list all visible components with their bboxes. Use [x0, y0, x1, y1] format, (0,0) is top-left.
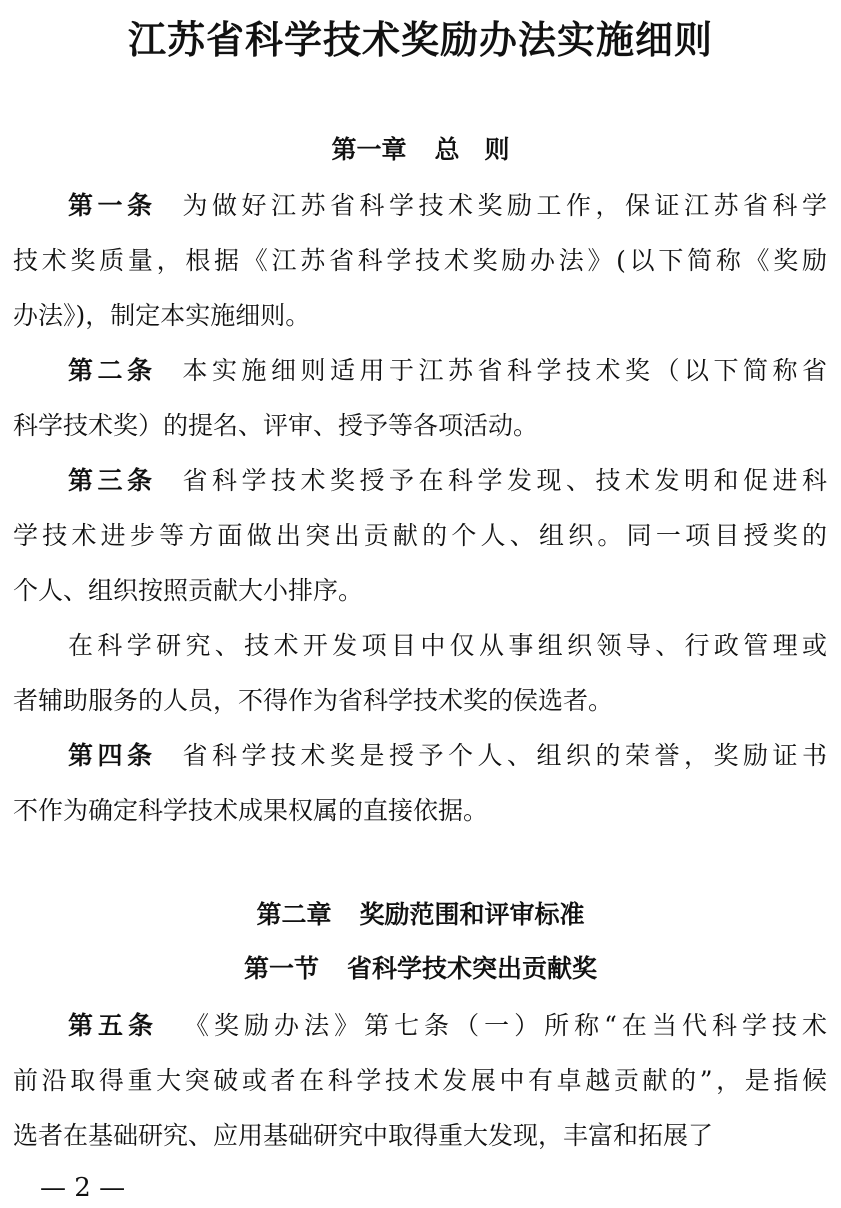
text-line	[13, 398, 827, 453]
chapter-number: 第二章	[256, 900, 332, 929]
text-line	[13, 618, 827, 673]
line-text: 技术奖质量，根据《江苏省科学技术奖励办法》(以下简称《奖励	[13, 246, 827, 275]
line-text: 在科学研究、技术开发项目中仅从事组织领导、行政管理或	[68, 631, 827, 660]
text-line	[13, 783, 827, 838]
chapter-name: 奖励范围和评审标准	[359, 900, 585, 929]
text-line	[13, 1108, 827, 1163]
text-line	[13, 508, 827, 563]
paragraph	[13, 343, 827, 453]
text-line	[13, 728, 827, 783]
line-text: 办法》)，制定本实施细则。	[13, 301, 311, 330]
text-line	[13, 233, 827, 288]
section-1-heading	[0, 941, 841, 996]
paragraph	[13, 618, 827, 728]
line-text: 《奖励办法》第七条（一）所称“在当代科学技术	[184, 1011, 827, 1040]
text-line	[13, 1053, 827, 1108]
text-line	[13, 288, 827, 343]
line-text: 科学技术奖）的提名、评审、授予等各项活动。	[13, 411, 539, 440]
text-line	[13, 453, 827, 508]
chapter-2-heading	[0, 887, 841, 942]
article-number: 第三条	[68, 466, 157, 495]
chapter-number: 第一章	[331, 135, 407, 164]
section-number: 第一节	[243, 954, 319, 983]
line-text: 省科学技术奖授予在科学发现、技术发明和促进科	[182, 466, 827, 495]
article-number: 第五条	[68, 1011, 159, 1040]
article-number: 第一条	[68, 191, 157, 220]
text-line	[13, 178, 827, 233]
line-text: 省科学技术奖是授予个人、组织的荣誉，奖励证书	[182, 741, 827, 770]
text-line	[13, 998, 827, 1053]
line-text: 本实施细则适用于江苏省科学技术奖（以下简称省	[182, 356, 827, 385]
paragraph	[13, 998, 827, 1163]
page-number: — 2 —	[40, 1173, 126, 1203]
paragraph	[13, 453, 827, 618]
chapter-1-heading	[0, 122, 841, 177]
chapter-name: 总 则	[434, 135, 510, 164]
chapter-1-body	[13, 178, 827, 838]
article-number: 第四条	[68, 741, 157, 770]
paragraph	[13, 178, 827, 343]
paragraph	[13, 728, 827, 838]
line-text: 前沿取得重大突破或者在科学技术发展中有卓越贡献的”，是指候	[13, 1066, 827, 1095]
line-text: 者辅助服务的人员，不得作为省科学技术奖的侯选者。	[13, 686, 614, 715]
article-number: 第二条	[68, 356, 157, 385]
text-line	[13, 563, 827, 618]
line-text: 不作为确定科学技术成果权属的直接依据。	[13, 796, 489, 825]
section-name: 省科学技术突出贡献奖	[347, 954, 598, 983]
document-title: 江苏省科学技术奖励办法实施细则	[127, 17, 713, 62]
line-text: 选者在基础研究、应用基础研究中取得重大发现，丰富和拓展了	[13, 1121, 714, 1150]
chapter-2-body	[13, 998, 827, 1163]
line-text: 学技术进步等方面做出突出贡献的个人、组织。同一项目授奖的	[13, 521, 827, 550]
line-text: 个人、组织按照贡献大小排序。	[13, 576, 364, 605]
text-line	[13, 343, 827, 398]
text-line	[13, 673, 827, 728]
line-text: 为做好江苏省科学技术奖励工作，保证江苏省科学	[182, 191, 827, 220]
